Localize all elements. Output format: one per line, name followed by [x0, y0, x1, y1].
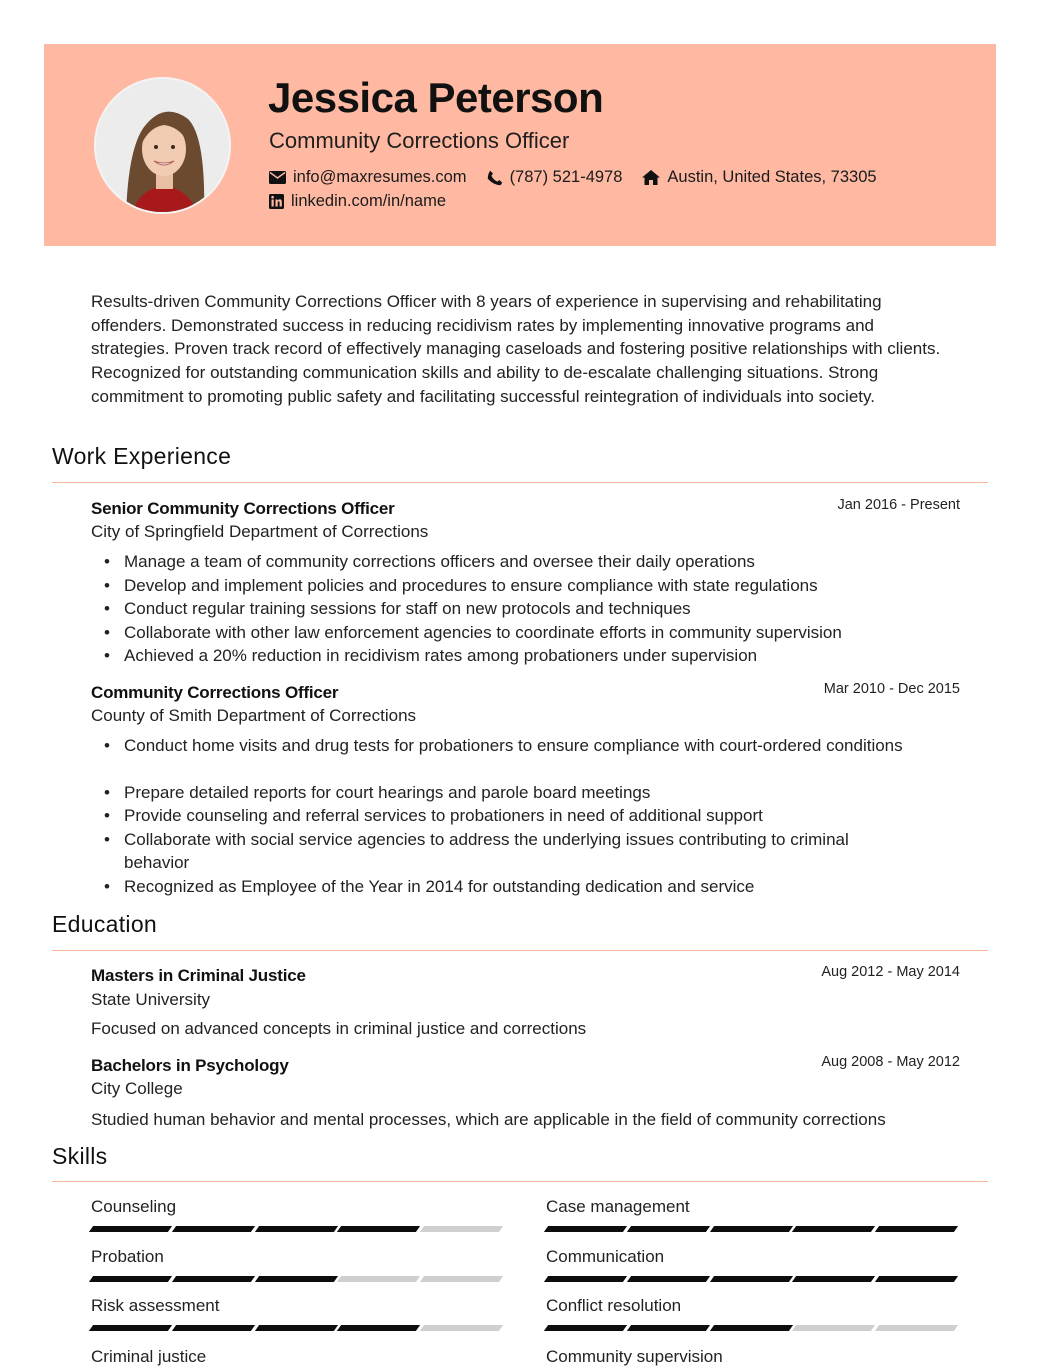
skill-level-segment	[792, 1226, 875, 1232]
skill-name: Risk assessment	[91, 1296, 220, 1315]
skill-item	[546, 1347, 960, 1372]
contact-email[interactable]	[269, 168, 467, 187]
section-divider	[52, 482, 988, 483]
job-employer: City of Springfield Department of Corrections	[91, 522, 429, 541]
job-dates: Mar 2010 - Dec 2015	[823, 681, 960, 697]
skill-name: Criminal justice	[91, 1347, 207, 1366]
list-item: • Recognized as Employee of the Year in 2014 for outstanding dedication and service	[104, 875, 964, 899]
section-title-skills: Skills	[52, 1143, 108, 1169]
skill-level-bar	[91, 1276, 505, 1282]
home-icon	[642, 170, 660, 185]
skill-level-segment	[875, 1226, 958, 1232]
skill-level-segment	[544, 1325, 627, 1331]
job-dates: Jan 2016 - Present	[837, 497, 960, 513]
skill-level-segment	[89, 1226, 172, 1232]
skill-level-bar	[546, 1325, 960, 1331]
skill-level-segment	[875, 1325, 958, 1331]
skill-item	[91, 1247, 505, 1282]
skill-level-segment	[420, 1325, 503, 1331]
phone-icon	[487, 170, 503, 186]
skill-level-bar	[91, 1226, 505, 1232]
contact-row	[269, 168, 897, 187]
skill-level-segment	[875, 1276, 958, 1282]
job-title: Community Corrections Officer	[91, 683, 339, 702]
skill-level-segment	[709, 1325, 792, 1331]
linkedin-icon	[269, 194, 284, 209]
candidate-title: Community Corrections Officer	[269, 128, 570, 153]
skill-name: Counseling	[91, 1197, 177, 1216]
skill-name: Community supervision	[546, 1347, 723, 1366]
skill-level-bar	[91, 1325, 505, 1331]
professional-summary: Results-driven Community Corrections Officer with 8 years of experience in supervising and rehabilitating offenders. Demonstrated success in reducing recidivism rates by implementing innovative programs and strategies. Proven track record of effectively managing caseloads and fostering positive relationships with clients. Recognized for outstanding communication skills and ability to de-escalate challenging situations. Strong commitment to promoting public safety and facilitating successful reintegration of individuals into society.	[91, 292, 941, 406]
school-name: City College	[91, 1079, 183, 1098]
skill-level-segment	[792, 1325, 875, 1331]
envelope-icon	[269, 171, 286, 184]
degree-description: Studied human behavior and mental processes, which are applicable in the field of community corrections	[91, 1110, 886, 1129]
job-title: Senior Community Corrections Officer	[91, 499, 395, 518]
skill-level-bar	[546, 1226, 960, 1232]
list-item: • Prepare detailed reports for court hearings and parole board meetings	[104, 781, 964, 805]
degree-dates: Aug 2008 - May 2012	[821, 1054, 960, 1070]
skill-level-segment	[89, 1325, 172, 1331]
list-item: • Manage a team of community corrections officers and oversee their daily operations	[104, 550, 964, 574]
contact-phone[interactable]	[487, 168, 623, 187]
skill-level-segment	[254, 1276, 337, 1282]
skill-level-segment	[337, 1325, 420, 1331]
skill-level-segment	[254, 1325, 337, 1331]
skill-item	[546, 1296, 960, 1331]
skill-level-segment	[627, 1325, 710, 1331]
skill-item	[546, 1197, 960, 1232]
skill-level-segment	[544, 1226, 627, 1232]
linkedin-text: linkedin.com/in/name	[291, 192, 446, 210]
list-item: • Develop and implement policies and procedures to ensure compliance with state regulations	[104, 574, 964, 598]
skill-level-bar	[546, 1276, 960, 1282]
job-bullets	[104, 550, 964, 668]
skill-item	[546, 1247, 960, 1282]
skill-name: Case management	[546, 1197, 690, 1216]
skill-level-segment	[420, 1226, 503, 1232]
contact-location	[642, 168, 876, 187]
skill-item	[91, 1197, 505, 1232]
contact-linkedin[interactable]	[269, 192, 446, 211]
skill-level-segment	[172, 1226, 255, 1232]
candidate-name: Jessica Peterson	[268, 74, 604, 121]
section-title-work: Work Experience	[52, 443, 232, 469]
skill-level-segment	[337, 1226, 420, 1232]
skill-level-segment	[89, 1276, 172, 1282]
skill-name: Communication	[546, 1247, 665, 1266]
skill-item	[91, 1347, 505, 1372]
degree-dates: Aug 2012 - May 2014	[821, 964, 960, 980]
section-divider	[52, 1181, 988, 1182]
list-item: • Conduct regular training sessions for staff on new protocols and techniques	[104, 597, 964, 621]
skill-level-segment	[709, 1226, 792, 1232]
job-employer: County of Smith Department of Corrections	[91, 706, 417, 725]
skill-level-segment	[254, 1226, 337, 1232]
skill-name: Conflict resolution	[546, 1296, 682, 1315]
degree-title: Masters in Criminal Justice	[91, 966, 306, 985]
list-item: • Collaborate with other law enforcement agencies to coordinate efforts in community supervision	[104, 621, 964, 645]
skill-level-segment	[709, 1276, 792, 1282]
resume-header	[44, 44, 996, 246]
degree-title: Bachelors in Psychology	[91, 1056, 289, 1075]
section-divider	[52, 950, 988, 951]
skill-level-segment	[337, 1276, 420, 1282]
degree-description: Focused on advanced concepts in criminal justice and corrections	[91, 1019, 587, 1038]
skill-level-segment	[172, 1276, 255, 1282]
skill-item	[91, 1296, 505, 1331]
section-title-education: Education	[52, 911, 157, 937]
profile-photo	[94, 77, 231, 214]
phone-text: (787) 521-4978	[509, 168, 623, 186]
email-text: info@maxresumes.com	[293, 168, 467, 186]
skill-level-segment	[627, 1226, 710, 1232]
skill-level-segment	[544, 1276, 627, 1282]
contact-row-2	[269, 192, 466, 211]
skill-level-segment	[792, 1276, 875, 1282]
skill-level-segment	[627, 1276, 710, 1282]
skill-level-segment	[172, 1325, 255, 1331]
job-bullets	[104, 734, 964, 898]
school-name: State University	[91, 990, 211, 1009]
list-item: • Achieved a 20% reduction in recidivism rates among probationers under supervision	[104, 644, 964, 668]
skill-name: Probation	[91, 1247, 164, 1266]
list-item: • Provide counseling and referral services to probationers in need of additional support	[104, 804, 964, 828]
location-text: Austin, United States, 73305	[667, 168, 877, 186]
skill-level-segment	[420, 1276, 503, 1282]
list-item: • Collaborate with social service agencies to address the underlying issues contributing to criminal behavior	[104, 828, 904, 875]
list-item: • Conduct home visits and drug tests for probationers to ensure compliance with court-ordered conditions	[104, 734, 964, 758]
